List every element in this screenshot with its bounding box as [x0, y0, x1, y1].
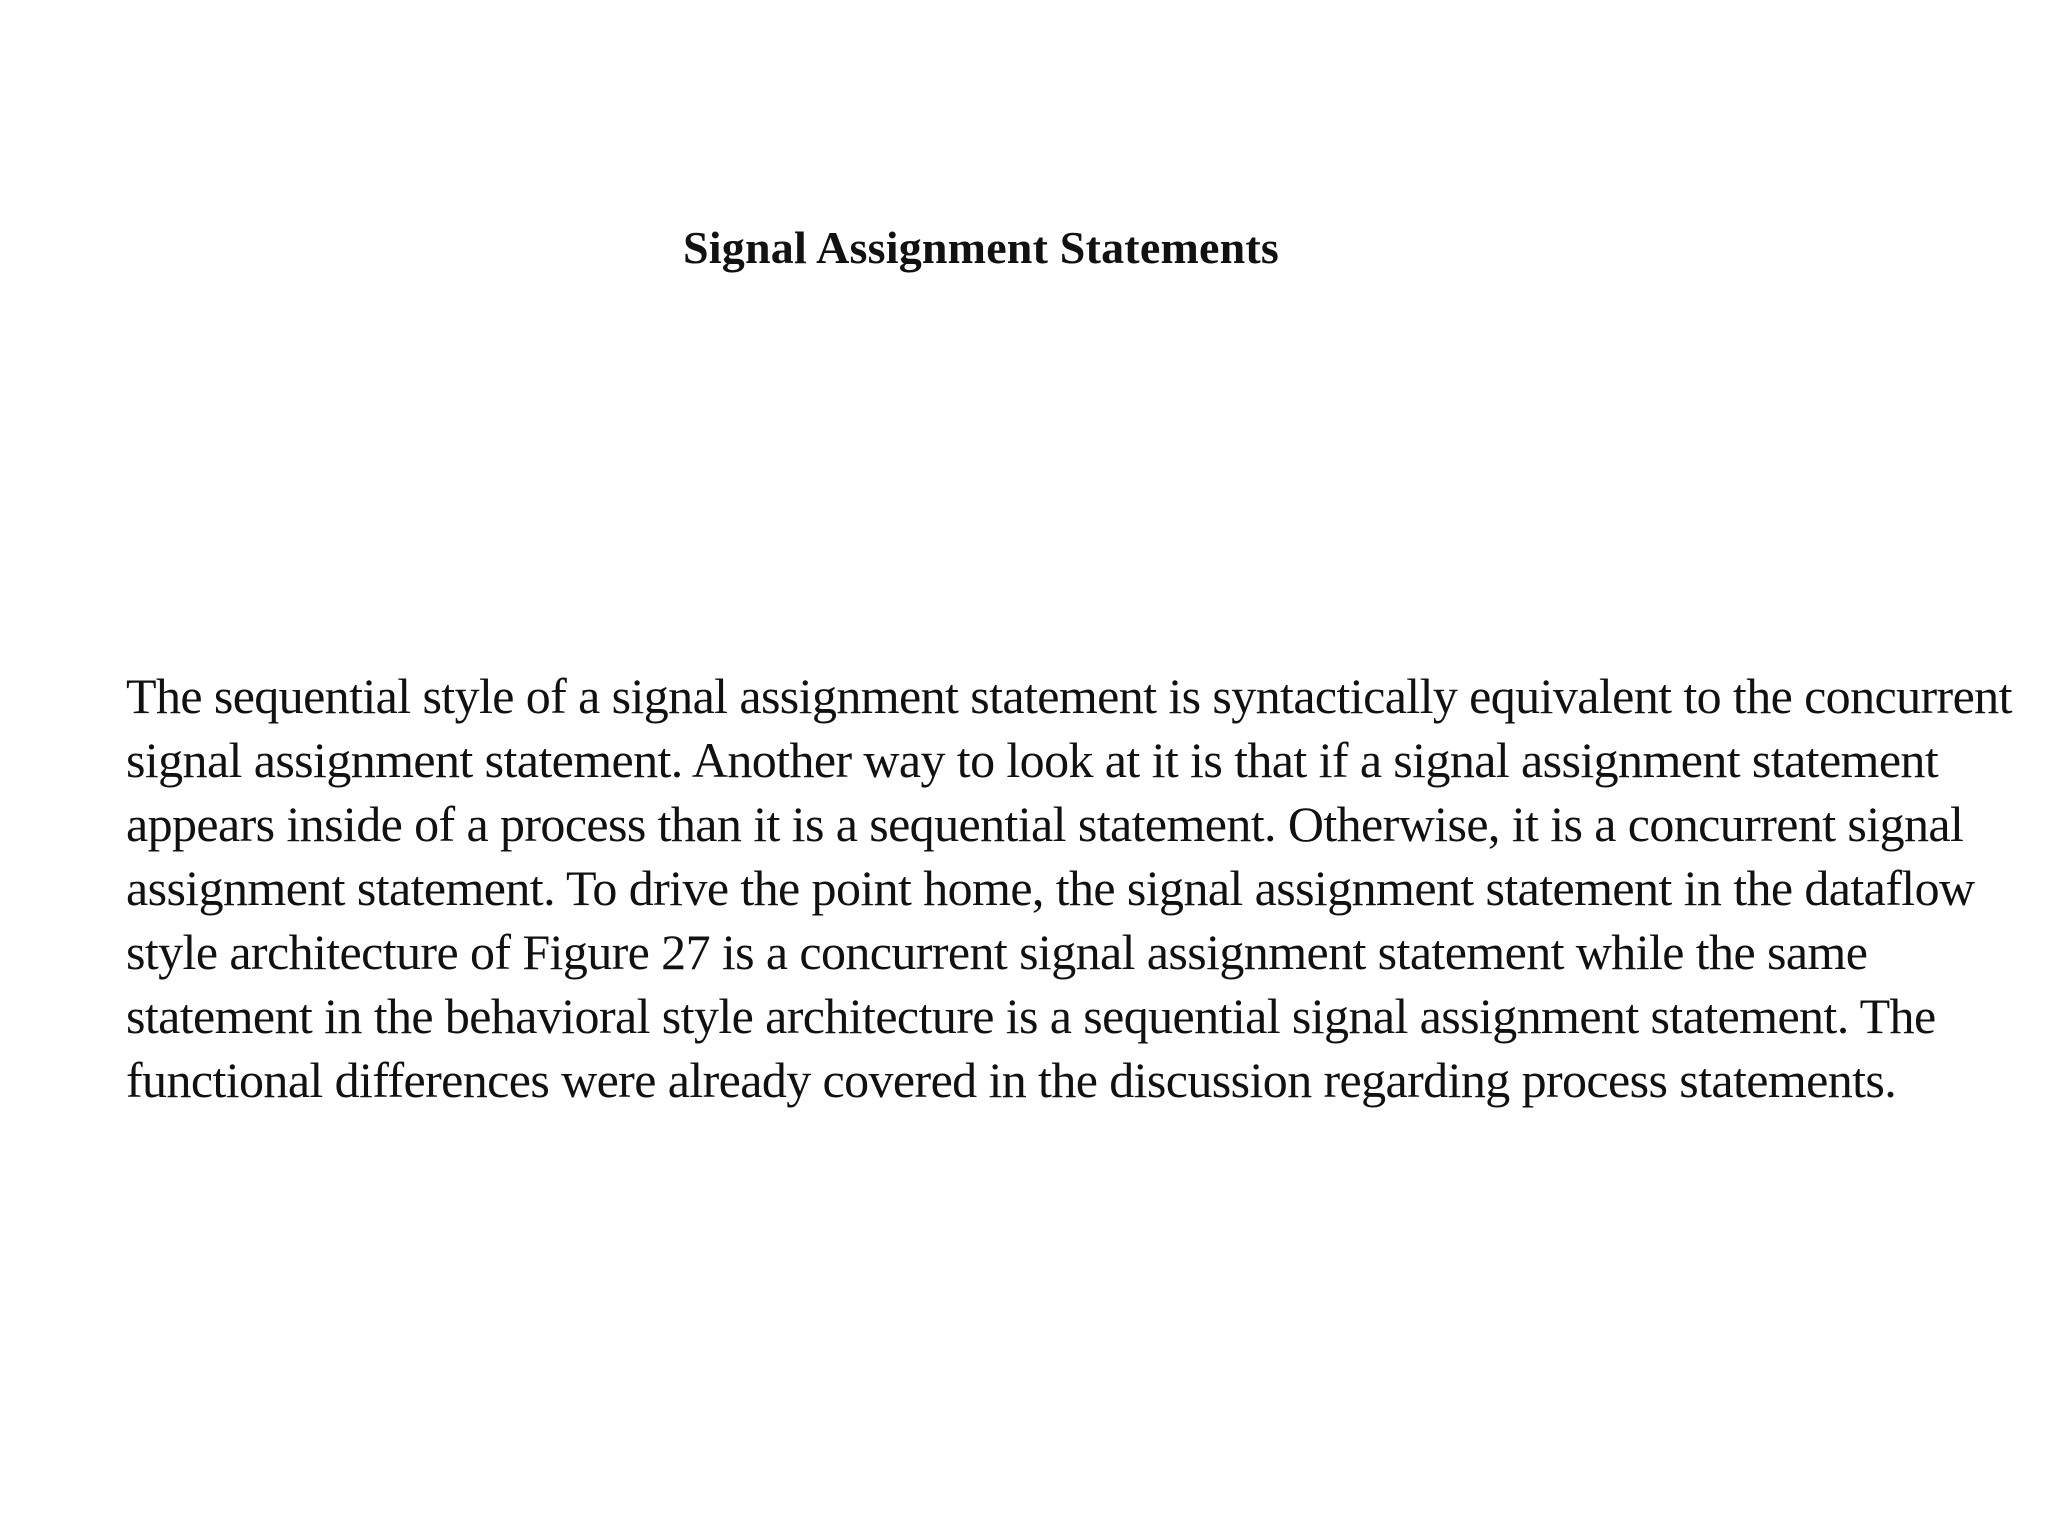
paragraph-line-5: style architecture of Figure 27 is a concurrent signal assignment statement while the same	[126, 924, 1868, 980]
paragraph-line-3: appears inside of a process than it is a sequential statement. Otherwise, it is a concurrent signal	[126, 796, 1964, 852]
paragraph-line-2: signal assignment statement. Another way to look at it is that if a signal assignment statement	[126, 732, 1939, 788]
paragraph-line-1: The sequential style of a signal assignment statement is syntactically equivalent to the concurrent	[126, 668, 2012, 724]
paragraph-line-6: statement in the behavioral style architecture is a sequential signal assignment statement. The	[126, 988, 1936, 1044]
paragraph-line-7: functional differences were already covered in the discussion regarding process statements.	[126, 1052, 1897, 1108]
body-paragraph	[126, 664, 2026, 1112]
page-title: Signal Assignment Statements	[683, 222, 1279, 273]
paragraph-line-4: assignment statement. To drive the point home, the signal assignment statement in the dataflow	[126, 860, 1975, 916]
